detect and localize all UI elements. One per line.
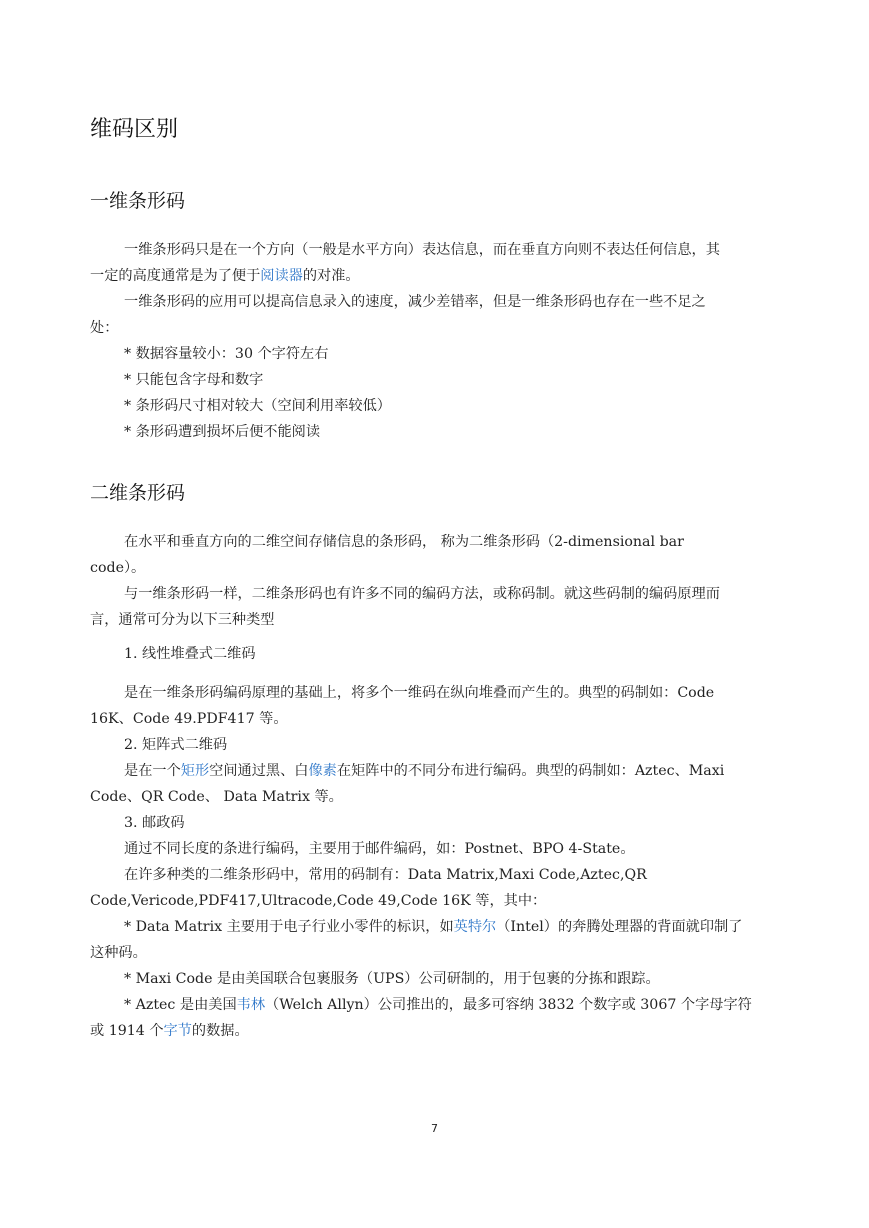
page-number: 7 bbox=[431, 1122, 438, 1135]
byte-link[interactable]: 字节 bbox=[163, 1023, 192, 1039]
section-heading-1d: 一维条形码 bbox=[90, 190, 186, 212]
paragraph-line bbox=[90, 266, 360, 286]
text-span: 在矩阵中的不同分布进行编码。典型的码制如：Aztec、Maxi bbox=[336, 763, 725, 779]
welch-allyn-link[interactable]: 韦林 bbox=[236, 997, 266, 1013]
paragraph-line: 言，通常可分为以下三种类型 bbox=[90, 612, 275, 628]
text-span: 的数据。 bbox=[191, 1023, 249, 1039]
text-span: （Intel）的奔腾处理器的背面就印制了 bbox=[496, 919, 743, 935]
list-item-title: 1. 线性堆叠式二维码 bbox=[124, 646, 256, 662]
paragraph-line bbox=[124, 917, 742, 937]
page-title: 维码区别 bbox=[90, 117, 179, 142]
text-span: 空间通过黑、白 bbox=[209, 763, 309, 779]
paragraph-line: 一维条形码只是在一个方向（一般是水平方向）表达信息，而在垂直方向则不表达任何信息，其 bbox=[124, 242, 720, 258]
paragraph-line: Code、QR Code、 Data Matrix 等。 bbox=[90, 789, 343, 805]
section-heading-2d: 二维条形码 bbox=[90, 482, 186, 504]
text-span: 的对准。 bbox=[302, 268, 360, 284]
intel-link[interactable]: 英特尔 bbox=[453, 919, 497, 935]
paragraph-line: 在水平和垂直方向的二维空间存储信息的条形码， 称为二维条形码（2-dimensional bar bbox=[124, 534, 684, 550]
paragraph-line: 通过不同长度的条进行编码，主要用于邮件编码，如：Postnet、BPO 4-State。 bbox=[124, 841, 635, 857]
list-item-title: 2. 矩阵式二维码 bbox=[124, 737, 228, 753]
bullet-item: * 条形码尺寸相对较大（空间利用率较低） bbox=[124, 398, 391, 414]
paragraph-line: 与一维条形码一样，二维条形码也有许多不同的编码方法，或称码制。就这些码制的编码原理而 bbox=[124, 586, 720, 602]
list-item-title: 3. 邮政码 bbox=[124, 815, 185, 831]
paragraph-line: * Maxi Code 是由美国联合包裹服务（UPS）公司研制的，用于包裹的分拣和跟踪。 bbox=[124, 971, 660, 987]
paragraph-line: code）。 bbox=[90, 560, 146, 576]
rectangle-link[interactable]: 矩形 bbox=[180, 763, 210, 779]
paragraph-line: 16K、Code 49.PDF417 等。 bbox=[90, 711, 288, 727]
paragraph-line bbox=[90, 1021, 249, 1041]
text-span: 是在一个 bbox=[124, 763, 181, 779]
text-span: 一定的高度通常是为了便于 bbox=[90, 268, 261, 284]
paragraph-line: 处： bbox=[90, 320, 119, 336]
paragraph-line bbox=[124, 761, 724, 781]
paragraph-line bbox=[124, 995, 752, 1015]
bullet-item: * 只能包含字母和数字 bbox=[124, 372, 264, 388]
paragraph-line: 是在一维条形码编码原理的基础上，将多个一维码在纵向堆叠而产生的。典型的码制如：Code bbox=[124, 685, 715, 701]
bullet-item: * 条形码遭到损坏后便不能阅读 bbox=[124, 424, 321, 440]
paragraph-line: Code,Vericode,PDF417,Ultracode,Code 49,Code 16K 等，其中： bbox=[90, 893, 547, 909]
bullet-item: * 数据容量较小：30 个字符左右 bbox=[124, 346, 329, 362]
reader-link[interactable]: 阅读器 bbox=[260, 268, 303, 284]
paragraph-line: 这种码。 bbox=[90, 945, 147, 961]
paragraph-line: 一维条形码的应用可以提高信息录入的速度，减少差错率，但是一维条形码也存在一些不足之 bbox=[124, 294, 706, 310]
paragraph-line: 在许多种类的二维条形码中，常用的码制有：Data Matrix,Maxi Code,Aztec,QR bbox=[124, 867, 647, 883]
text-span: * Data Matrix 主要用于电子行业小零件的标识，如 bbox=[124, 919, 454, 935]
text-span: * Aztec 是由美国 bbox=[124, 997, 237, 1013]
text-span: 或 1914 个 bbox=[90, 1023, 164, 1039]
text-span: （Welch Allyn）公司推出的，最多可容纳 3832 个数字或 3067 个字母字符 bbox=[265, 997, 752, 1013]
pixel-link[interactable]: 像素 bbox=[308, 763, 337, 779]
